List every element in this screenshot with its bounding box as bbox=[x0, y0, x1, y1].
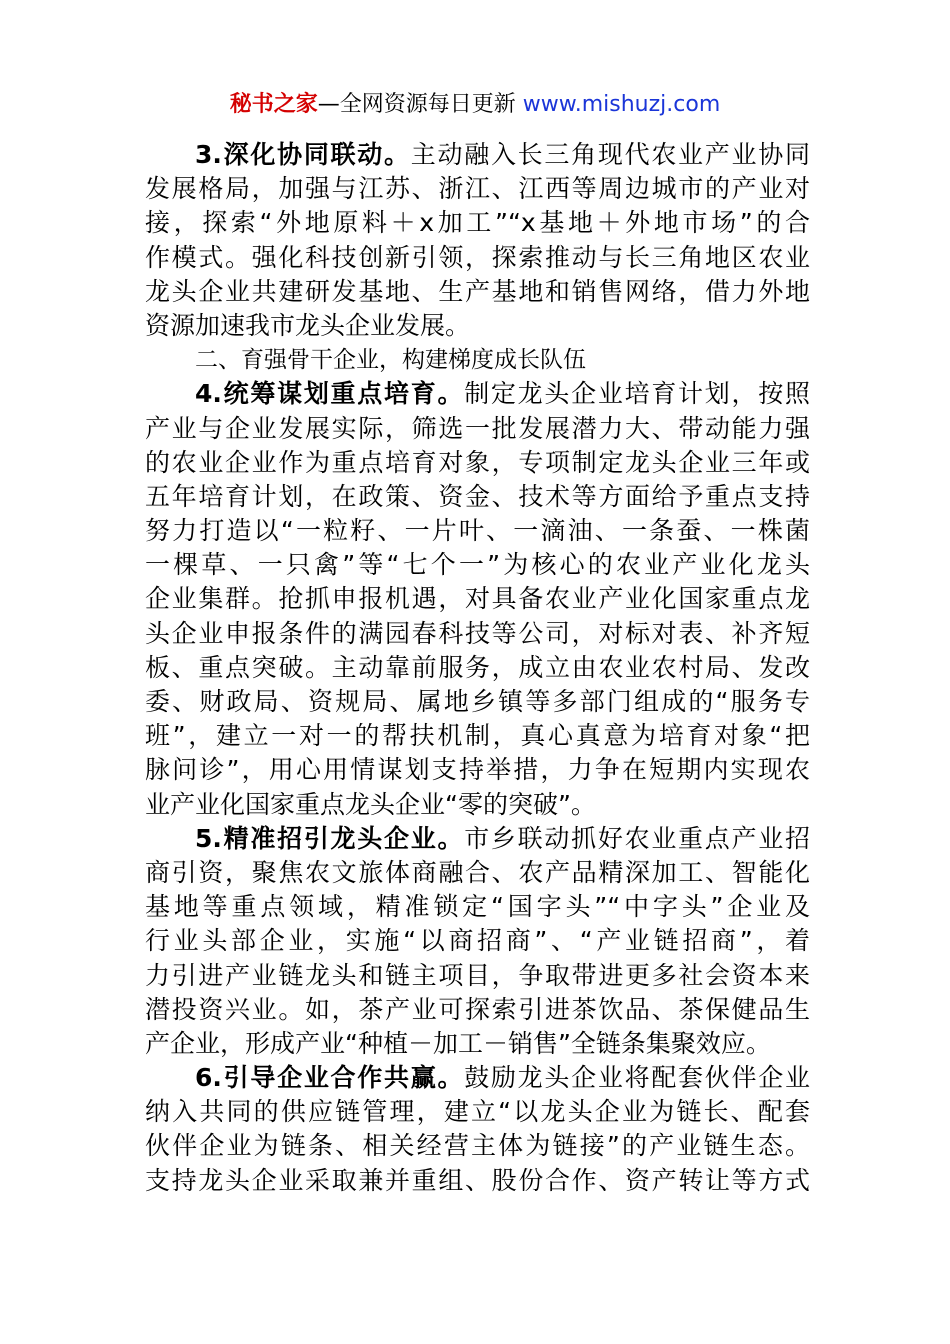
page-header bbox=[0, 88, 950, 122]
paragraph-line: 6.引导企业合作共赢。鼓励龙头企业将配套伙伴企业 bbox=[195, 1063, 810, 1093]
site-name: 秘书之家 bbox=[229, 92, 318, 117]
paragraph-line: 板、重点突破。主动靠前服务，成立由农业农村局、发改 bbox=[145, 652, 810, 682]
paragraph-title: 3.深化协同联动。 bbox=[195, 140, 411, 169]
paragraph-line: 纳入共同的供应链管理，建立“以龙头企业为链长、配套 bbox=[145, 1097, 810, 1127]
paragraph-line: 班”，建立一对一的帮扶机制，真心真意为培育对象“把 bbox=[145, 721, 810, 751]
paragraph-line: 潜投资兴业。如，茶产业可探索引进茶饮品、茶保健品生 bbox=[145, 994, 810, 1024]
paragraph-line: 业产业化国家重点龙头企业“零的突破”。 bbox=[145, 789, 596, 819]
paragraph-line: 行业头部企业，实施“以商招商”、“产业链招商”，着 bbox=[145, 926, 810, 956]
paragraph-line: 脉问诊”，用心用情谋划支持举措，力争在短期内实现农 bbox=[145, 755, 810, 785]
paragraph-line: 产企业，形成产业“种植－加工－销售”全链条集聚效应。 bbox=[145, 1028, 771, 1058]
paragraph-line: 伙伴企业为链条、相关经营主体为链接”的产业链生态。 bbox=[145, 1131, 810, 1161]
paragraph-line: 4.统筹谋划重点培育。制定龙头企业培育计划，按照 bbox=[195, 379, 810, 409]
paragraph-line: 五年培育计划，在政策、资金、技术等方面给予重点支持 bbox=[145, 481, 810, 511]
paragraph-title: 5.精准招引龙头企业。 bbox=[195, 823, 465, 853]
site-tagline: —全网资源每日更新 bbox=[317, 92, 523, 117]
paragraph-line: 作模式。强化科技创新引领，探索推动与长三角地区农业 bbox=[145, 242, 810, 272]
paragraph-line: 发展格局，加强与江苏、浙江、江西等周边城市的产业对 bbox=[145, 174, 810, 204]
site-url-link[interactable]: www.mishuzj.com bbox=[522, 92, 721, 117]
paragraph-line: 接，探索“外地原料＋x加工”“x基地＋外地市场”的合 bbox=[145, 208, 810, 238]
paragraph-line: 委、财政局、资规局、属地乡镇等多部门组成的“服务专 bbox=[145, 687, 810, 716]
paragraph-line: 资源加速我市龙头企业发展。 bbox=[145, 310, 471, 340]
paragraph-line: 3.深化协同联动。主动融入长三角现代农业产业协同 bbox=[195, 140, 810, 169]
paragraph-line: 力引进产业链龙头和链主项目，争取带进更多社会资本来 bbox=[145, 960, 810, 990]
paragraph-line: 支持龙头企业采取兼并重组、股份合作、资产转让等方式 bbox=[145, 1165, 810, 1195]
paragraph-line: 一棵草、一只禽”等“七个一”为核心的农业产业化龙头 bbox=[145, 550, 810, 580]
paragraph-title: 6.引导企业合作共赢。 bbox=[195, 1063, 465, 1093]
paragraph-line: 5.精准招引龙头企业。市乡联动抓好农业重点产业招 bbox=[195, 823, 810, 853]
paragraph-line: 产业与企业发展实际，筛选一批发展潜力大、带动能力强 bbox=[145, 413, 810, 443]
paragraph-line: 商引资，聚焦农文旅体商融合、农产品精深加工、智能化 bbox=[145, 857, 810, 887]
paragraph-line: 基地等重点领域，精准锁定“国字头”“中字头”企业及 bbox=[145, 892, 810, 922]
section-heading: 二、育强骨干企业，构建梯度成长队伍 bbox=[195, 347, 586, 374]
paragraph-line: 企业集群。抢抓申报机遇，对具备农业产业化国家重点龙 bbox=[145, 584, 810, 614]
paragraph-line: 的农业企业作为重点培育对象，专项制定龙头企业三年或 bbox=[145, 447, 810, 477]
paragraph-title: 4.统筹谋划重点培育。 bbox=[195, 379, 465, 409]
paragraph-line: 努力打造以“一粒籽、一片叶、一滴油、一条蚕、一株菌 bbox=[145, 516, 810, 546]
paragraph-line: 头企业申报条件的满园春科技等公司，对标对表、补齐短 bbox=[145, 618, 810, 648]
paragraph-line: 龙头企业共建研发基地、生产基地和销售网络，借力外地 bbox=[145, 276, 810, 306]
document-body bbox=[145, 138, 810, 1198]
